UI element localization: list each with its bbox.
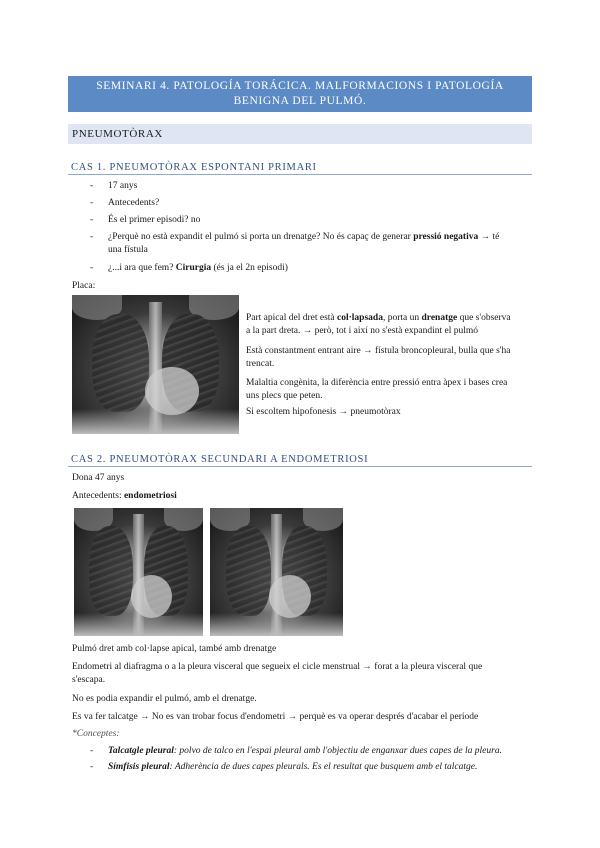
text-bold: col·lapsada (337, 313, 383, 323)
text-run: ¿...i ara que fem? (108, 263, 176, 273)
case1-bullet-age: 17 anys (108, 181, 138, 191)
text-run: , porta un (382, 313, 422, 323)
xray-shape (269, 575, 312, 619)
text-run: → té (478, 232, 500, 242)
xray-image-case2-right (210, 508, 343, 636)
case2-paragraph-1 (72, 661, 532, 686)
case1-desc-p2 (246, 345, 531, 370)
bullet-dash: - (90, 263, 94, 273)
text-run: a la part dreta. → però, tot i així no s'està expandint el pulmó (246, 325, 479, 336)
bullet-dash: - (90, 232, 94, 242)
bullet-dash: - (90, 746, 94, 756)
concept-definition: : Adherència de dues capes pleurals. Es el resultat que busquem amb el talcatge. (169, 762, 478, 772)
concept-term: Símfisis pleural (108, 762, 170, 772)
case2-paragraph-3: Es va fer talcatge → No es van trobar focus d'endometri → perquè es va operar després d'acabar el període (72, 712, 479, 722)
case-1-heading: CAS 1. PNEUMOTÒRAX ESPONTANI PRIMARI (68, 161, 532, 175)
text-run: Està constantment entrant aire → fístula broncopleural, bulla que s'ha (246, 346, 511, 356)
xray-shape (89, 526, 133, 616)
case1-bullet-episode: És el primer episodi? no (108, 215, 201, 225)
concept-simfisis (108, 761, 528, 774)
case1-bullet-antecedents: Antecedents? (108, 198, 160, 208)
xray-shape (210, 613, 343, 636)
text-run: ¿Perquè no està expandit el pulmó si porta un drenatge? No és capaç de generar (108, 232, 414, 242)
text-run: trencat. (246, 358, 275, 369)
text-run: (és ja el 2n episodi) (211, 263, 288, 273)
text-bold: Cirurgia (175, 263, 212, 273)
xray-image-case2-left (74, 508, 203, 636)
text-run: Antecedents: (72, 491, 124, 501)
bullet-dash: - (90, 181, 94, 191)
xray-shape (74, 613, 203, 636)
case1-bullet-treatment (108, 262, 528, 275)
bullet-dash: - (90, 198, 94, 208)
title-line-1: SEMINARI 4. PATOLOGÍA TORÁCICA. MALFORMACIONS I PATOLOGÍA (96, 80, 504, 92)
bullet-dash: - (90, 215, 94, 225)
xray-shape (145, 367, 198, 414)
text-bold: pressió negativa (413, 232, 479, 242)
concept-definition: : polvo de talco en l'espai pleural amb l'objectiu de enganxar dues capes de la pleura. (173, 746, 502, 756)
case1-bullet-drainage (108, 231, 528, 256)
text-run: que s'observa (457, 313, 511, 323)
case2-paragraph-2: No es podia expandir el pulmó, amb el drenatge. (72, 694, 257, 704)
concept-talcatge (108, 745, 528, 758)
text-run: Malaltia congènita, la diferència entre pressió entra àpex i bases crea (246, 378, 508, 388)
case2-antecedents (72, 490, 177, 503)
document-title (68, 76, 532, 112)
placa-label: Placa: (72, 281, 96, 291)
text-bold: drenatge (421, 313, 458, 323)
text-bold: endometriosi (123, 491, 177, 501)
xray-image-case1 (72, 295, 239, 434)
concept-term: Talcatgle pleural (108, 746, 174, 756)
text-run: una fístula (108, 244, 148, 255)
section-heading: PNEUMOTÒRAX (68, 124, 532, 144)
xray-shape (226, 526, 271, 616)
bullet-dash: - (90, 762, 94, 772)
text-run: Endometri al diafragma o a la pleura visceral que segueix el cicle menstrual → forat a la pleura visceral que (72, 662, 483, 672)
case2-age: Dona 47 anys (72, 473, 125, 483)
xray-shape (72, 409, 239, 434)
text-run: s'escapa. (72, 674, 106, 685)
title-line-2: BENIGNA DEL PULMÓ. (233, 95, 367, 107)
case1-desc-p3 (246, 377, 531, 402)
case2-caption: Pulmó dret amb col·lapse apical, també amb drenatge (72, 644, 277, 654)
xray-shape (131, 575, 172, 619)
concepts-label: *Conceptes: (72, 729, 120, 739)
case1-desc-p4: Si escoltem hipofonesis → pneumotòrax (246, 407, 401, 417)
text-run: uns plecs que peten. (246, 390, 323, 401)
case1-desc-p1 (246, 312, 531, 337)
text-run: Part apical del dret està (246, 313, 338, 323)
case-2-heading: CAS 2. PNEUMOTÒRAX SECUNDARI A ENDOMETRIOSI (68, 453, 532, 467)
xray-shape (92, 314, 149, 411)
